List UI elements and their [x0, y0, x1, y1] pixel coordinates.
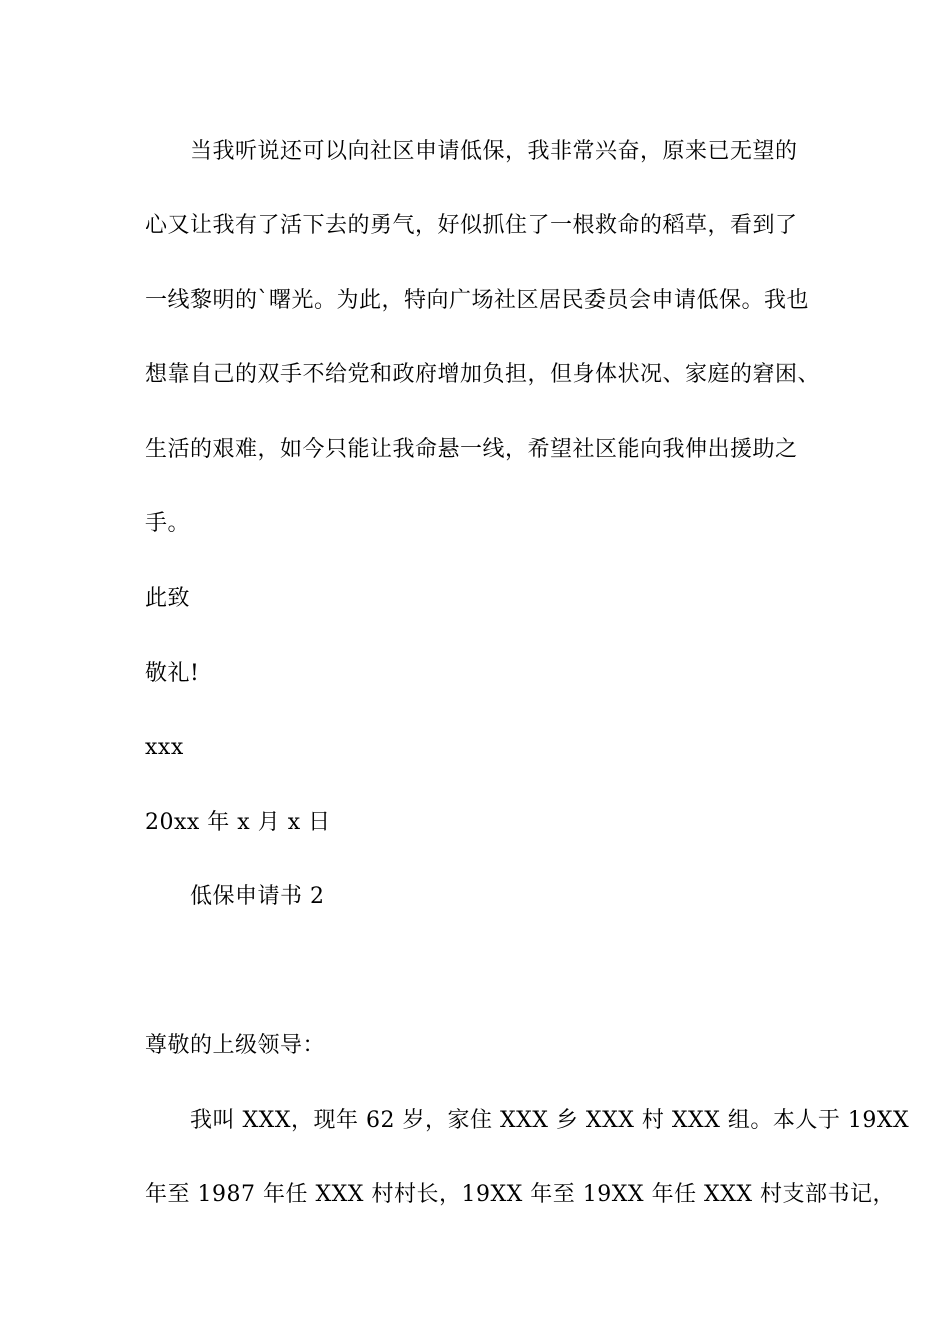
- paragraph-line-5: 生活的艰难，如今只能让我命悬一线，希望社区能向我伸出援助之: [145, 437, 798, 462]
- paragraph-line-4: 想靠自己的双手不给党和政府增加负担，但身体状况、家庭的窘困、: [145, 362, 821, 387]
- paragraph-line-7: 我叫 XXX，现年 62 岁，家住 XXX 乡 XXX 村 XXX 组。本人于 19XX: [190, 1108, 910, 1133]
- signature: xxx: [145, 735, 184, 760]
- date-line: 20xx 年 x 月 x 日: [145, 810, 331, 835]
- paragraph-line-3: 一线黎明的`曙光。为此，特向广场社区居民委员会申请低保。我也: [145, 288, 810, 313]
- paragraph-line-8: 年至 1987 年任 XXX 村村长，19XX 年至 19XX 年任 XXX 村支部书记，: [145, 1182, 896, 1207]
- closing-line-2: 敬礼!: [145, 661, 200, 686]
- section-title: 低保申请书 2: [190, 884, 325, 909]
- paragraph-line-2: 心又让我有了活下去的勇气，好似抓住了一根救命的稻草，看到了: [145, 213, 798, 238]
- paragraph-line-1: 当我听说还可以向社区申请低保，我非常兴奋，原来已无望的: [190, 139, 798, 164]
- closing-line-1: 此致: [145, 586, 191, 611]
- salutation: 尊敬的上级领导：: [145, 1033, 326, 1058]
- paragraph-line-6: 手。: [145, 511, 191, 536]
